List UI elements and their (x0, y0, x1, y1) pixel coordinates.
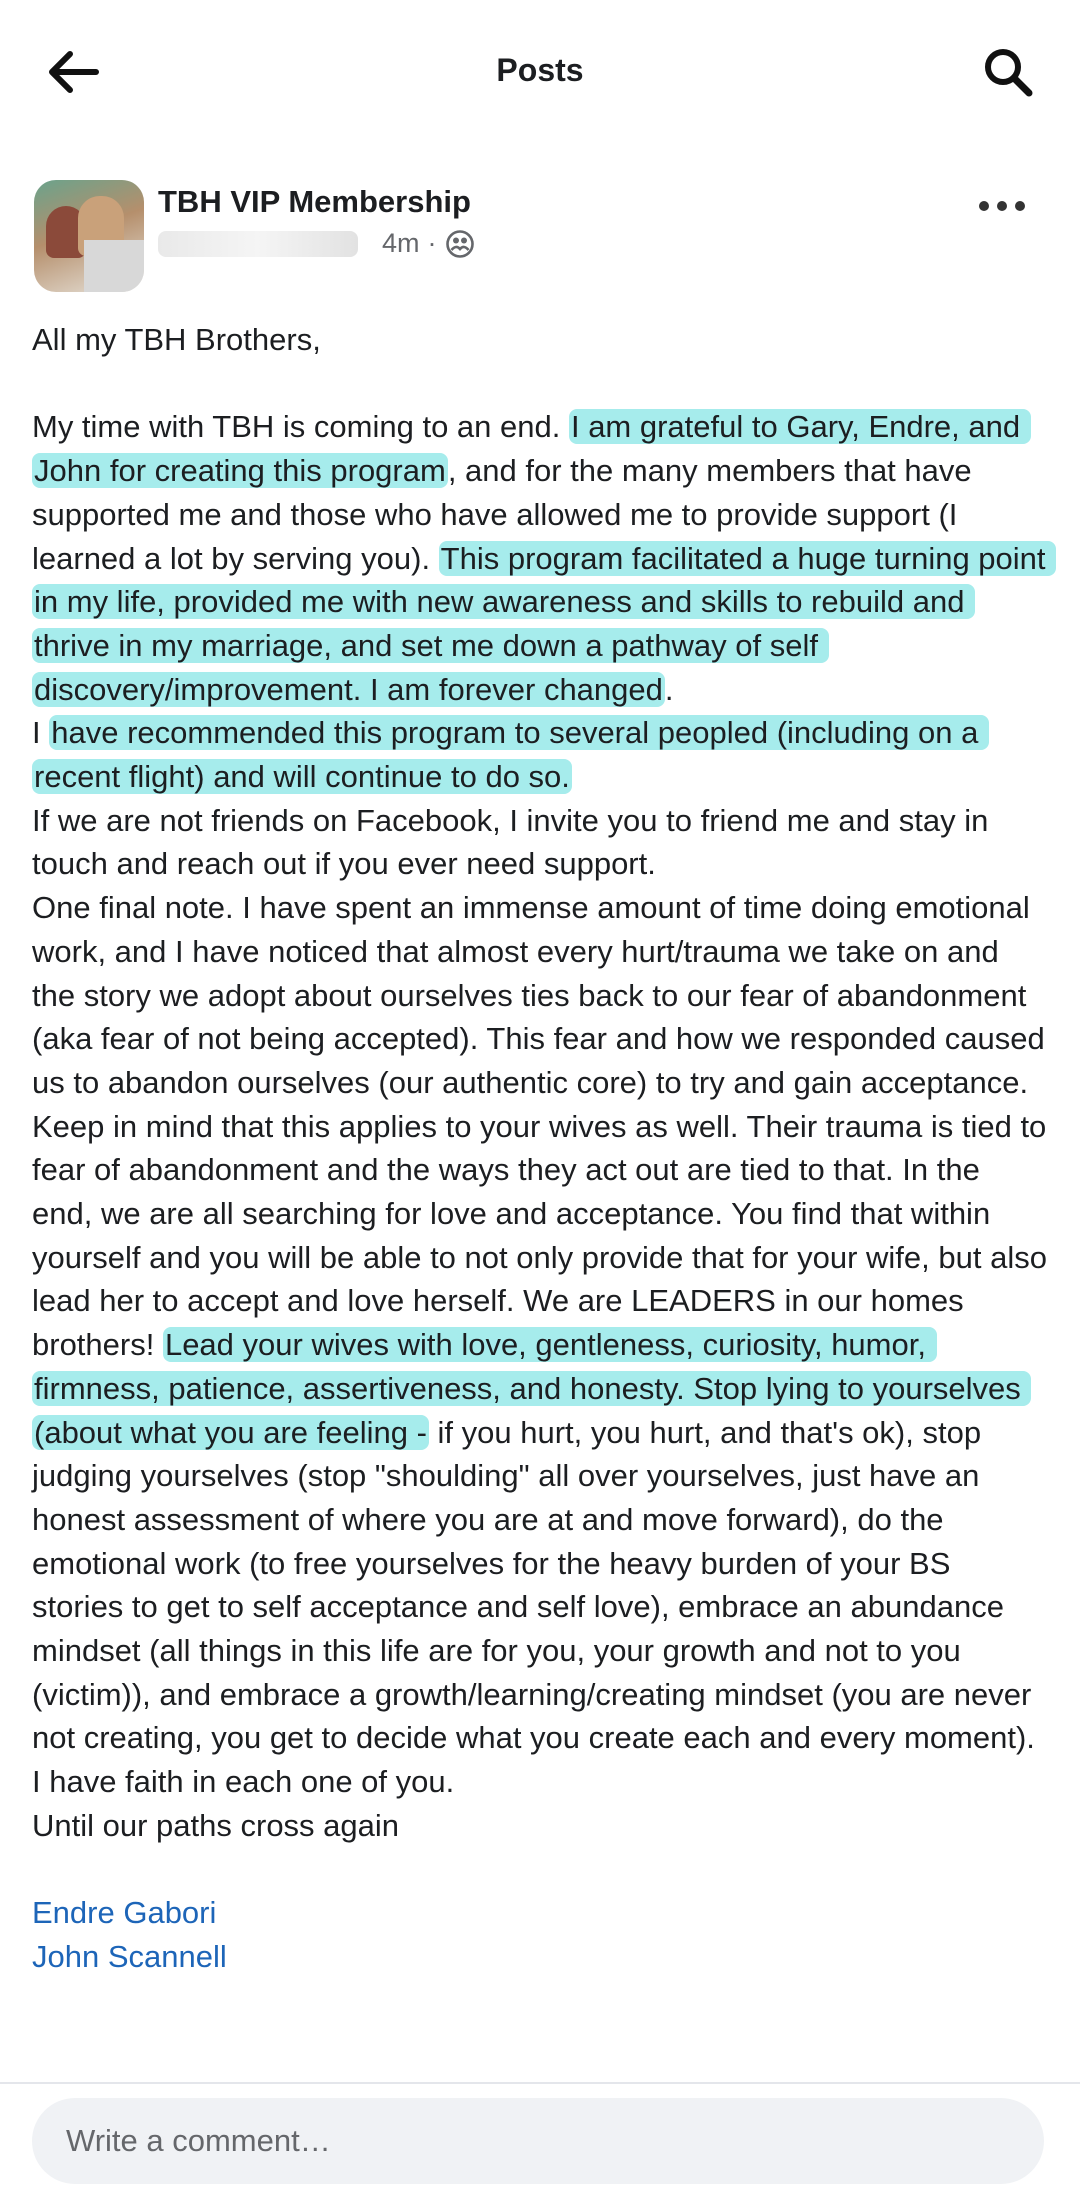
top-bar (0, 0, 1080, 140)
post-paragraph-4: One final note. I have spent an immense amount of time doing emotional work, and I have noticed that almost every hurt/trauma we take on and the story we adopt about ourselves ties back to our fear of abandonment (aka fear of not being accepted). This fear and how we responded caused us to abandon ourselves (our authentic core) to try and gain acceptance. Keep in mind that this applies to your wives as well. Their trauma is tied to fear of abandonment and the ways they act out are tied to that. In the end, we are all searching for love and acceptance. You find that within yourself and you will be able to not only provide that for your wife, but also lead her to accept and love herself. We are LEADERS in our homes brothers! Lead your wives with love, gentleness, curiosity, humor, firmness, patience, assertiveness, and honesty. Stop lying to yourselves (about what you are feeling - if you hurt, you hurt, and that's ok), stop judging yourselves (stop "shoulding" all over yourselves, just have an honest assessment of where you are at and move forward), do the emotional work (to free yourselves for the heavy burden of your BS stories to get to self acceptance and self love), embrace an abundance mindset (all things in this life are for you, your growth and not to you (victim)), and embrace a growth/learning/creating mindset (you are never not creating, you get to decide what you create each and every moment). I have faith in each one of you. (32, 890, 1056, 1800)
meta-separator: · (427, 228, 437, 258)
comment-input[interactable] (32, 2098, 1044, 2184)
comment-divider (0, 2082, 1080, 2084)
search-icon (981, 45, 1035, 99)
group-name[interactable]: TBH VIP Membership (158, 184, 471, 219)
tag-link-endre-gabori[interactable]: Endre Gabori (32, 1895, 217, 1931)
page-title: Posts (496, 51, 584, 88)
post-body (32, 318, 1056, 1979)
highlighted-text: Lead your wives with love, gentleness, curiosity, humor, firmness, patience, assertiveness, and honesty. Stop lying to yourselves (about what you are feeling - (34, 1327, 1030, 1450)
post-greeting: All my TBH Brothers, (32, 322, 321, 357)
post-header (34, 180, 1046, 300)
highlighted-text: have recommended this program to several peopled (including on a recent flight) and will continue to do so. (34, 715, 987, 795)
post-paragraph-5: Until our paths cross again (32, 1807, 400, 1843)
post-more-button[interactable] (972, 188, 1032, 224)
search-button[interactable] (976, 40, 1040, 104)
group-members-icon (445, 229, 475, 259)
post-paragraph-3: If we are not friends on Facebook, I invite you to friend me and stay in touch and reach out if you ever need support. (32, 802, 997, 882)
post-meta (158, 228, 475, 259)
group-avatar[interactable] (34, 180, 144, 292)
author-name-redacted (158, 231, 358, 257)
tagged-people (32, 1891, 1048, 1978)
post-paragraph-2: I have recommended this program to several peopled (including on a recent flight) and will continue to do so. (32, 715, 987, 795)
back-button[interactable] (40, 40, 104, 104)
post-paragraph-1: My time with TBH is coming to an end. I am grateful to Gary, Endre, and John for creating this program, and for the many members that have supported me and those who have allowed me to provide support (I learned a lot by serving you). This program facilitated a huge turning point in my life, provided me with new awareness and skills to rebuild and thrive in my marriage, and set me down a pathway of self discovery/improvement. I am forever changed. (32, 409, 1055, 707)
highlighted-text: This program facilitated a huge turning point in my life, provided me with new awareness and skills to rebuild and thrive in my marriage, and set me down a pathway of self discovery/improvement. I am forever changed (34, 540, 1055, 707)
more-horizontal-icon (977, 200, 1027, 212)
highlighted-text: I am grateful to Gary, Endre, and John for creating this program (34, 409, 1029, 489)
tag-link-john-scannell[interactable]: John Scannell (32, 1938, 227, 1974)
post-time[interactable]: 4m (382, 228, 420, 258)
arrow-left-icon (44, 48, 100, 96)
